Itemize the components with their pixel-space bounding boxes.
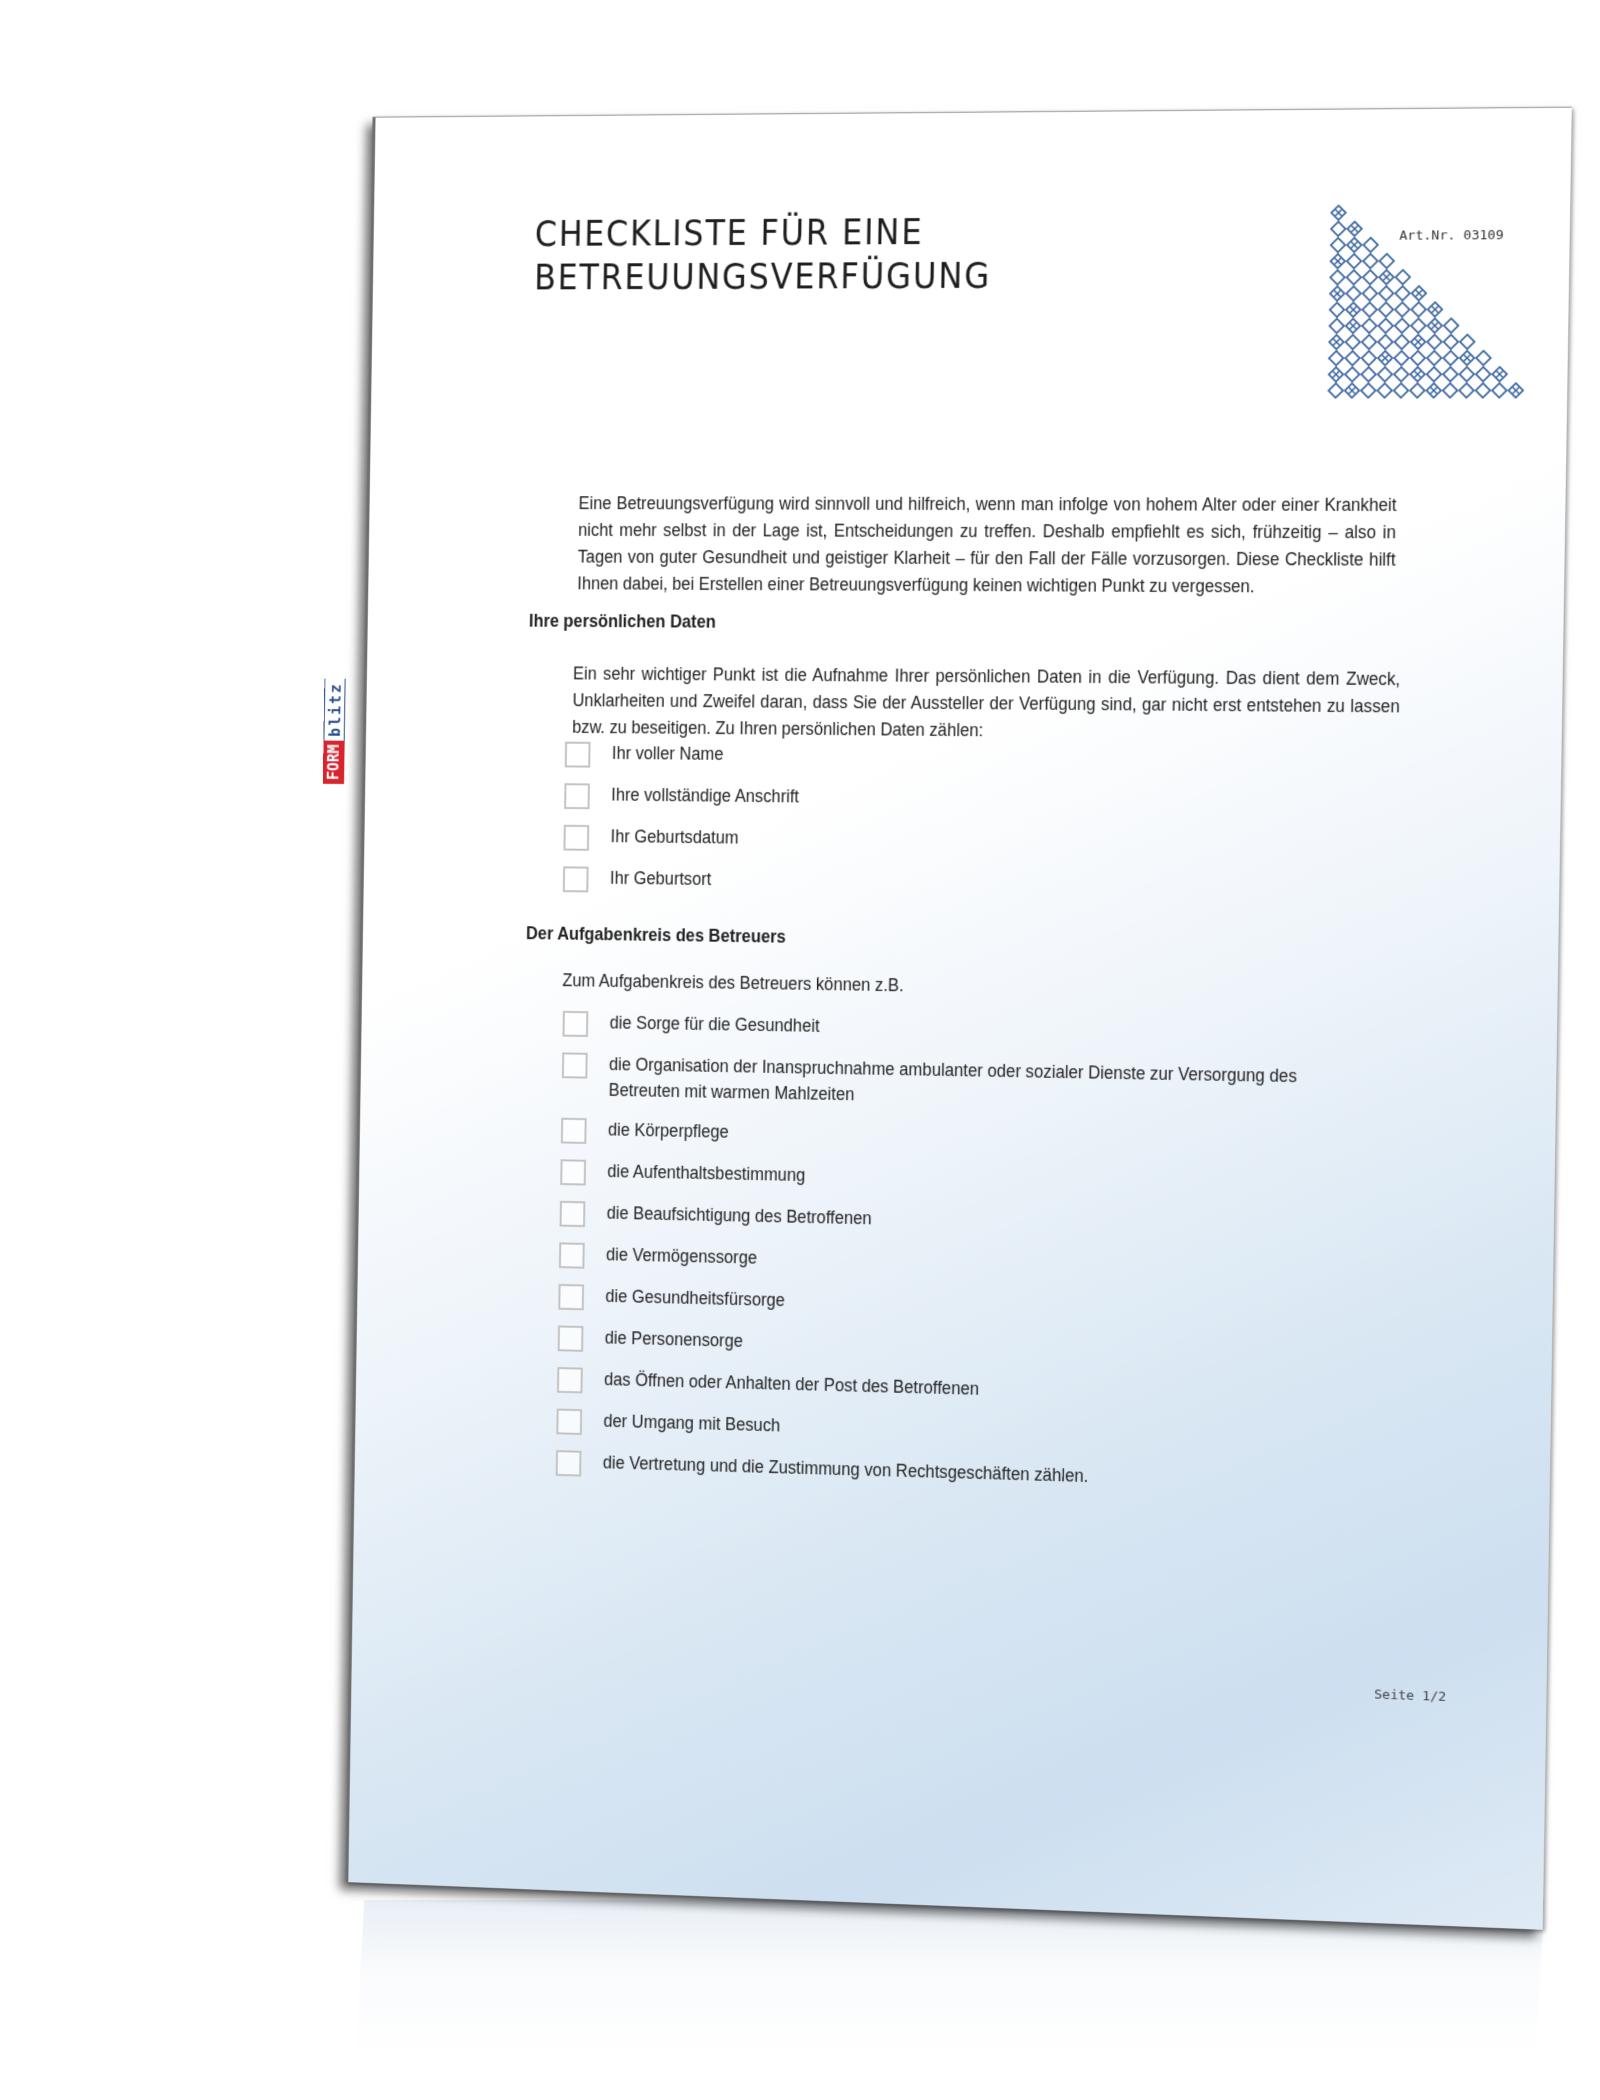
- checklist-item[interactable]: [560, 1157, 820, 1190]
- pattern-box-icon: [1395, 302, 1410, 316]
- checklist-item-label: die Beaufsichtigung des Betroffenen: [606, 1202, 872, 1229]
- pattern-box-icon: [1330, 254, 1345, 268]
- pattern-box-icon: [1378, 367, 1393, 381]
- section-text-personal-data: Ein sehr wichtiger Punkt ist die Aufnahme Ihrer persönlichen Daten in die Verfügung. Das dient dem Zweck, Unklarheiten und Zweifel daran, dass Sie der Aussteller der Verfügung sind, gar nicht erst entstehen zu lassen bzw. zu beseitigen. Zu Ihren persönlichen Daten zählen:: [572, 663, 1401, 741]
- checklist-item[interactable]: [563, 823, 748, 853]
- pattern-box-icon: [1330, 286, 1345, 300]
- checkbox[interactable]: [561, 1118, 587, 1144]
- pattern-box-icon: [1329, 335, 1344, 349]
- pattern-box-icon: [1410, 383, 1425, 397]
- checklist-item[interactable]: [565, 740, 732, 769]
- title-line-1: CHECKLISTE FÜR EINE: [534, 212, 924, 255]
- pattern-box-icon: [1394, 383, 1409, 397]
- pattern-box-icon: [1362, 351, 1377, 365]
- pattern-box-icon: [1363, 286, 1378, 300]
- pattern-box-icon: [1331, 206, 1346, 220]
- pattern-box-icon: [1377, 383, 1392, 397]
- checkbox[interactable]: [563, 1011, 589, 1037]
- checklist-item[interactable]: [563, 864, 719, 894]
- checklist-item-label: die Organisation der Inanspruchnahme ambulanter oder sozialer Dienste zur Versorgung des Betreuten mit warmen Mahlzeiten: [608, 1054, 1298, 1105]
- checkbox[interactable]: [560, 1159, 586, 1185]
- pattern-box-icon: [1329, 351, 1344, 365]
- checkbox[interactable]: [562, 1052, 588, 1078]
- pattern-box-icon: [1394, 351, 1409, 365]
- sheet-reflection: [356, 1900, 1544, 2060]
- pattern-box-icon: [1460, 335, 1475, 349]
- pattern-box-icon: [1476, 383, 1491, 397]
- checklist-item[interactable]: [556, 1448, 1126, 1492]
- checklist-item-label: die Vertretung und die Zustimmung von Rechtsgeschäften zählen.: [602, 1452, 1089, 1487]
- pattern-box-icon: [1394, 335, 1409, 349]
- pattern-box-icon: [1492, 383, 1507, 397]
- pattern-box-icon: [1379, 302, 1394, 316]
- pattern-box-icon: [1411, 351, 1426, 365]
- logo-blitz: blitz: [323, 678, 345, 740]
- title-line-2: BETREUUNGSVERFÜGUNG: [533, 255, 992, 299]
- checklist-item-label: die Aufenthaltsbestimmung: [607, 1161, 806, 1186]
- checklist-item[interactable]: [562, 1050, 1422, 1117]
- pattern-box-icon: [1331, 238, 1346, 252]
- pattern-box-icon: [1346, 286, 1361, 300]
- document-title: [534, 211, 992, 301]
- pattern-box-icon: [1378, 335, 1393, 349]
- pattern-box-icon: [1345, 383, 1360, 397]
- pattern-box-icon: [1460, 351, 1475, 365]
- pattern-box-icon: [1330, 270, 1345, 284]
- checklist-item[interactable]: [558, 1282, 798, 1315]
- checkbox[interactable]: [563, 866, 589, 892]
- pattern-box-icon: [1363, 270, 1378, 284]
- pattern-box-icon: [1395, 319, 1410, 333]
- checklist-item-label: die Vermögenssorge: [605, 1244, 758, 1268]
- pattern-box-icon: [1363, 238, 1378, 252]
- checklist-item[interactable]: [564, 781, 813, 811]
- pattern-box-icon: [1347, 254, 1362, 268]
- pattern-box-icon: [1427, 367, 1442, 381]
- checkbox[interactable]: [558, 1325, 584, 1351]
- pattern-box-icon: [1426, 383, 1441, 397]
- checklist-item[interactable]: [561, 1116, 738, 1147]
- pattern-box-icon: [1346, 303, 1361, 317]
- checkbox[interactable]: [556, 1409, 582, 1435]
- pattern-box-icon: [1378, 319, 1393, 333]
- pattern-box-icon: [1395, 286, 1410, 300]
- pattern-box-icon: [1331, 222, 1346, 236]
- pattern-box-icon: [1412, 286, 1427, 300]
- pattern-box-icon: [1411, 302, 1426, 316]
- checkbox[interactable]: [565, 742, 591, 768]
- checkbox[interactable]: [559, 1242, 585, 1268]
- pattern-box-icon: [1363, 254, 1378, 268]
- pattern-box-icon: [1346, 319, 1361, 333]
- checklist-item[interactable]: [560, 1199, 892, 1234]
- pattern-box-icon: [1328, 383, 1343, 397]
- pattern-box-icon: [1347, 238, 1362, 252]
- checklist-item[interactable]: [556, 1407, 793, 1441]
- pattern-box-icon: [1427, 351, 1442, 365]
- pattern-box-icon: [1443, 383, 1458, 397]
- checkbox[interactable]: [560, 1201, 586, 1227]
- formblitz-logo: [323, 674, 346, 784]
- pattern-box-icon: [1427, 318, 1442, 332]
- checkbox[interactable]: [563, 825, 589, 851]
- checklist-item-label: die Körperpflege: [607, 1119, 729, 1142]
- pattern-box-icon: [1361, 367, 1376, 381]
- checklist-item-label: Ihr Geburtsdatum: [610, 826, 739, 848]
- pattern-box-icon: [1444, 335, 1459, 349]
- pattern-box-icon: [1395, 270, 1410, 284]
- pattern-box-icon: [1443, 351, 1458, 365]
- pattern-box-icon: [1345, 351, 1360, 365]
- pattern-box-icon: [1443, 367, 1458, 381]
- pattern-box-icon: [1411, 319, 1426, 333]
- pattern-box-icon: [1379, 286, 1394, 300]
- pattern-box-icon: [1508, 383, 1523, 397]
- checkbox[interactable]: [558, 1284, 584, 1310]
- pattern-box-icon: [1459, 367, 1474, 381]
- section-text-duties: Zum Aufgabenkreis des Betreuers können z.B.: [562, 970, 904, 996]
- pattern-box-icon: [1476, 367, 1491, 381]
- pattern-box-icon: [1476, 351, 1491, 365]
- checklist-item-label: Ihr Geburtsort: [609, 867, 712, 889]
- checkbox-pattern-icon: [1323, 201, 1541, 404]
- pattern-box-icon: [1345, 367, 1360, 381]
- checkbox[interactable]: [556, 1450, 582, 1476]
- article-number: Art.Nr. 03109: [1399, 228, 1504, 244]
- checklist-item-label: die Personensorge: [604, 1327, 744, 1351]
- checklist-item[interactable]: [557, 1365, 1008, 1405]
- pattern-box-icon: [1345, 335, 1360, 349]
- pattern-box-icon: [1330, 303, 1345, 317]
- pattern-box-icon: [1362, 319, 1377, 333]
- document-page: [324, 107, 1571, 1930]
- pattern-box-icon: [1427, 335, 1442, 349]
- section-heading-duties: Der Aufgabenkreis des Betreuers: [525, 923, 786, 947]
- pattern-box-icon: [1428, 302, 1443, 316]
- checklist-item[interactable]: [559, 1240, 769, 1273]
- pattern-box-icon: [1329, 367, 1344, 381]
- checklist-item-label: Ihre vollständige Anschrift: [611, 784, 800, 807]
- checkbox[interactable]: [564, 783, 590, 809]
- pattern-box-icon: [1362, 302, 1377, 316]
- checklist-item[interactable]: [563, 1009, 836, 1041]
- checkbox[interactable]: [557, 1367, 583, 1393]
- checklist-item-label: die Gesundheitsfürsorge: [605, 1286, 786, 1311]
- logo-form: FORM: [323, 740, 345, 784]
- pattern-box-icon: [1379, 254, 1394, 268]
- pattern-box-icon: [1346, 270, 1361, 284]
- pattern-box-icon: [1410, 367, 1425, 381]
- checklist-item-label: das Öffnen oder Anhalten der Post des Betroffenen: [604, 1369, 980, 1399]
- pattern-box-icon: [1411, 335, 1426, 349]
- checklist-item-label: Ihr voller Name: [611, 743, 724, 764]
- pattern-box-icon: [1379, 270, 1394, 284]
- pattern-box-icon: [1329, 319, 1344, 333]
- section-heading-personal-data: Ihre persönlichen Daten: [528, 610, 716, 632]
- pattern-box-icon: [1378, 351, 1393, 365]
- pattern-box-icon: [1459, 383, 1474, 397]
- pattern-box-icon: [1492, 367, 1507, 381]
- pattern-box-icon: [1361, 383, 1376, 397]
- pattern-box-icon: [1444, 318, 1459, 332]
- pattern-box-icon: [1362, 335, 1377, 349]
- page-number: Seite 1/2: [1374, 1687, 1447, 1706]
- pattern-box-icon: [1394, 367, 1409, 381]
- checklist-item[interactable]: [558, 1323, 754, 1356]
- intro-paragraph: Eine Betreuungsverfügung wird sinnvoll und hilfreich, wenn man infolge von hohem Alter oder einer Krankheit nicht mehr selbst in der Lage ist, Entscheidungen zu treffen. Deshalb empfiehlt es sich, frühzeitig – also in Tagen von guter Gesundheit und geistiger Klarheit – für den Fall der Fälle vorzusorgen. Diese Checkliste hilft Ihnen dabei, bei Erstellen einer Betreuungsverfügung keinen wichtigen Punkt zu vergessen.: [577, 493, 1397, 597]
- checklist-item-label: die Sorge für die Gesundheit: [609, 1012, 820, 1036]
- checklist-item-label: der Umgang mit Besuch: [603, 1410, 781, 1436]
- pattern-box-icon: [1347, 222, 1362, 236]
